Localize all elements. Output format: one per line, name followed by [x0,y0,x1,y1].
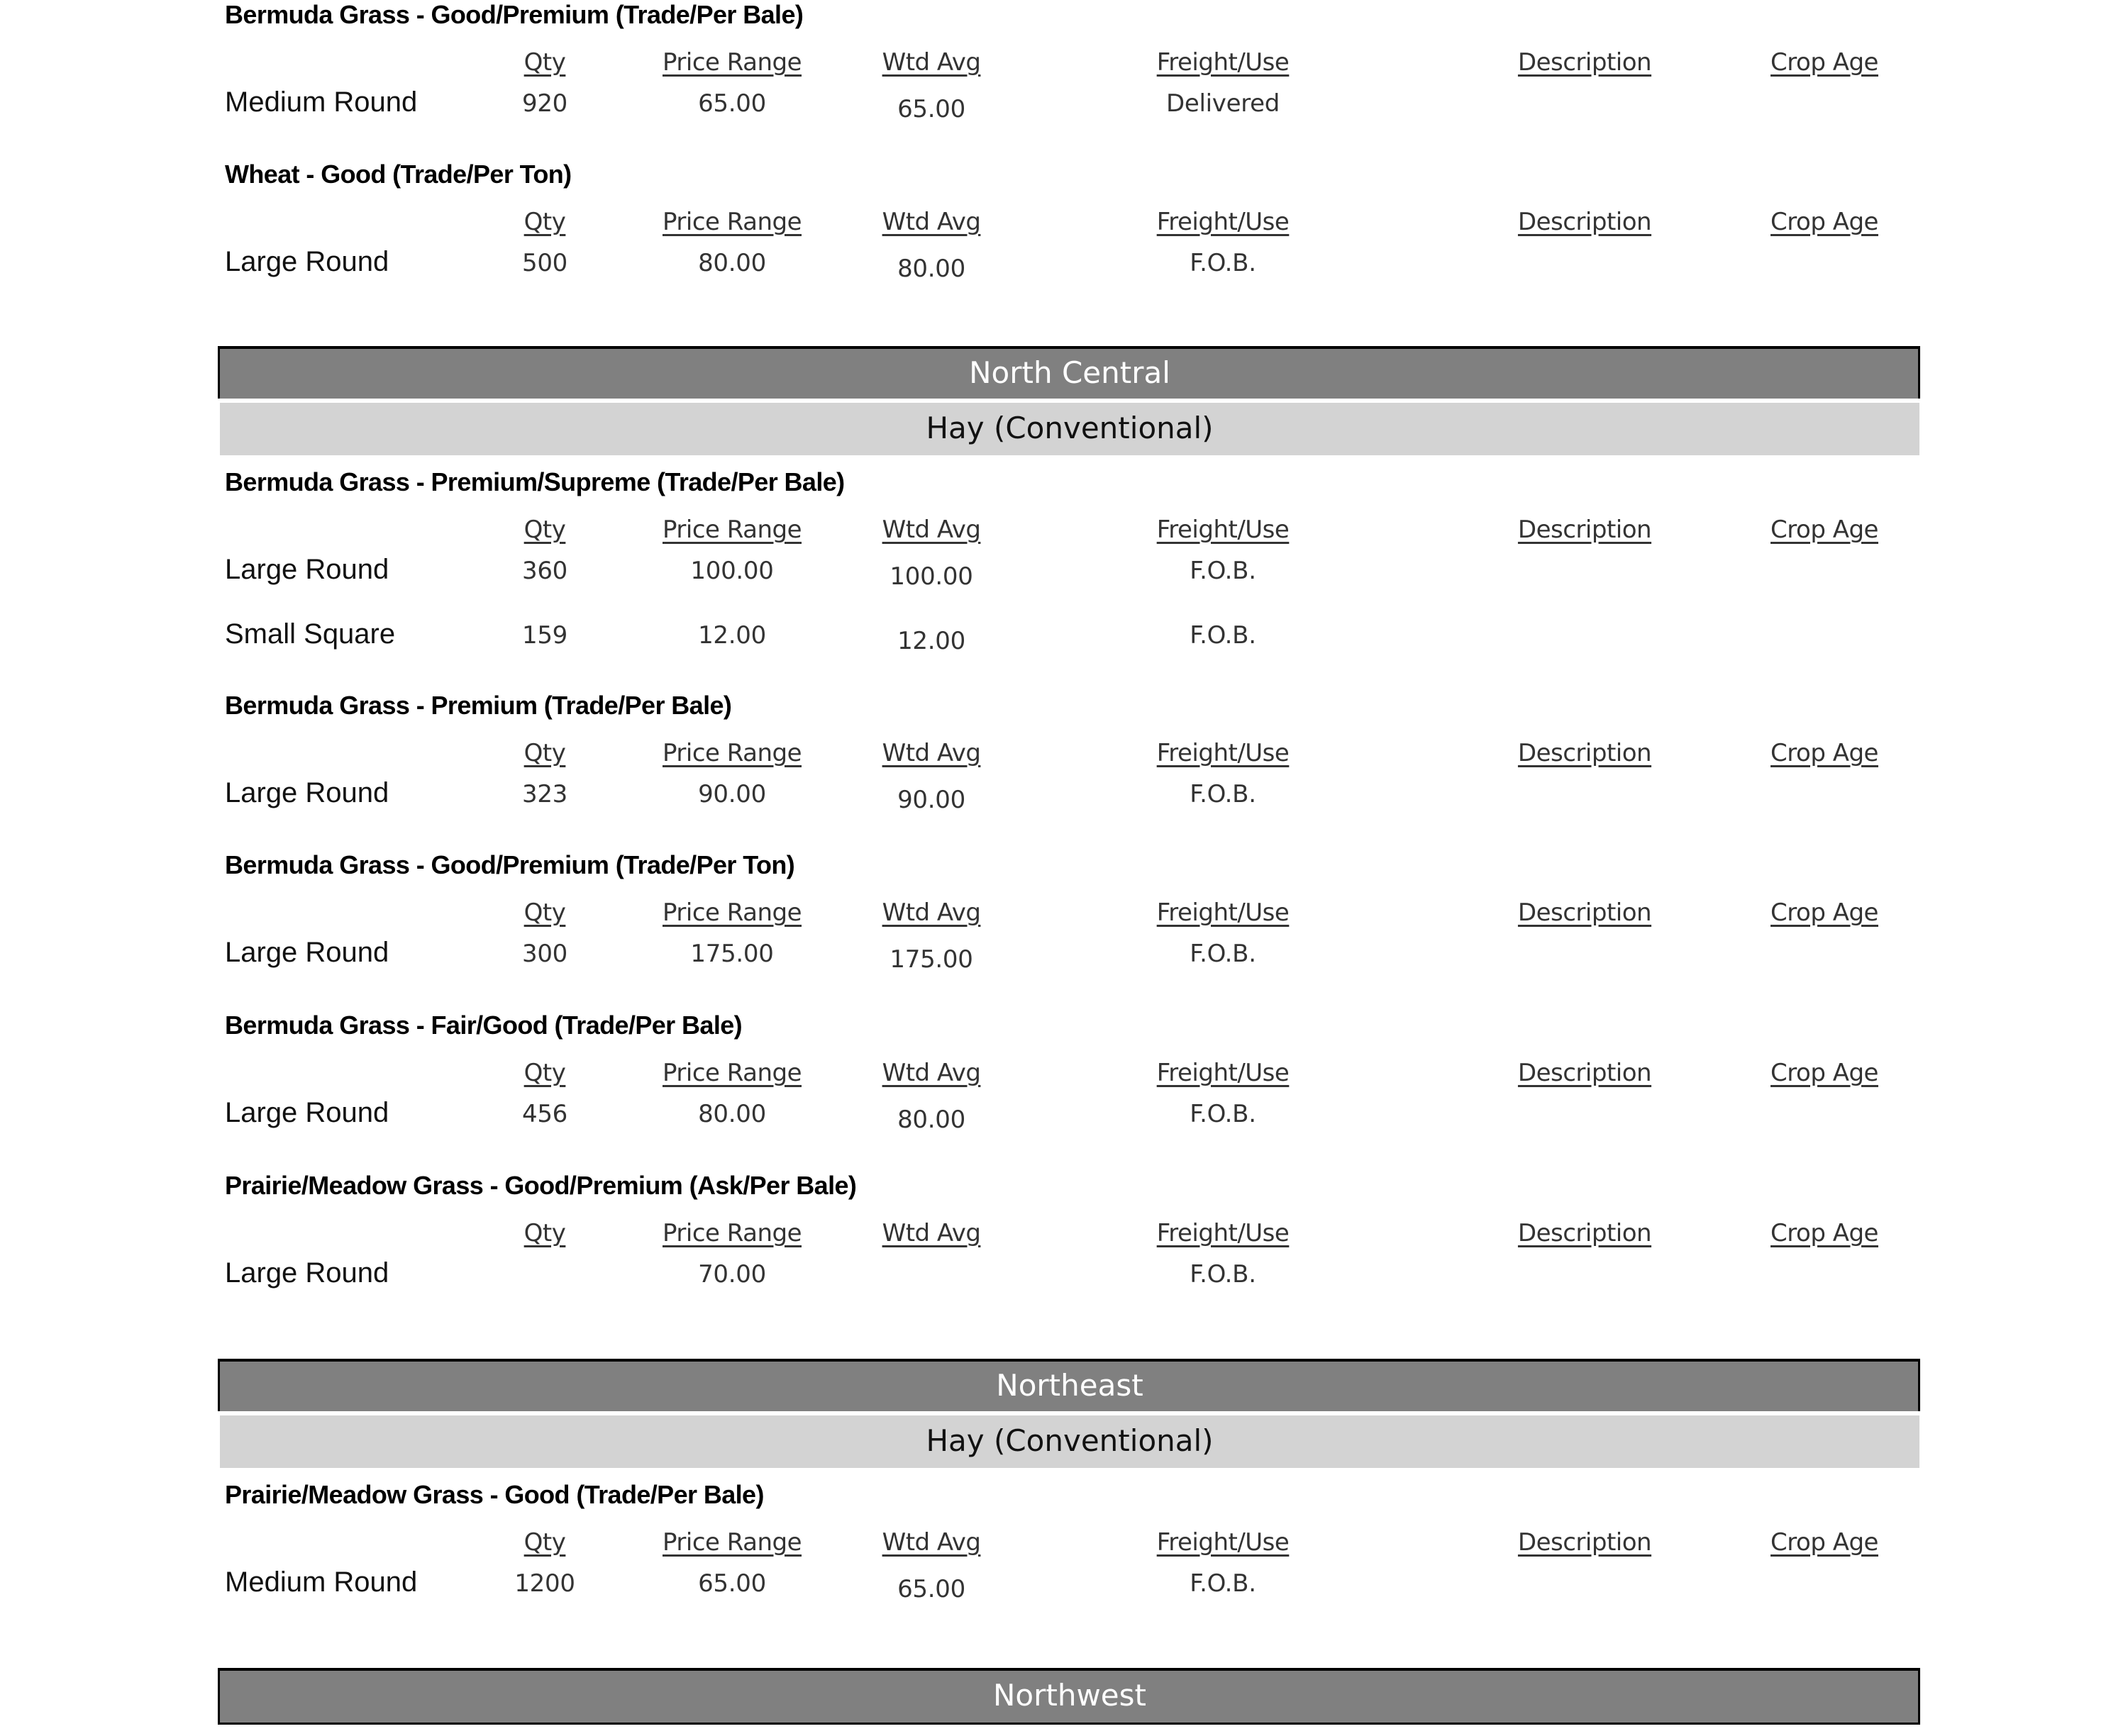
cell-price-range: 65.00 [698,89,766,118]
cell-qty: 456 [522,1100,567,1128]
category-title: Hay (Conventional) [926,1423,1214,1458]
section-heading: Bermuda Grass - Good/Premium (Trade/Per Ton) [225,850,795,879]
col-header-price-range: Price Range [662,1059,802,1087]
col-header-description: Description [1517,48,1652,77]
col-header-wtd-avg: Wtd Avg [882,1219,981,1247]
col-header-freight-use: Freight/Use [1156,1219,1290,1247]
row-label: Small Square [225,618,396,650]
col-header-crop-age: Crop Age [1770,516,1878,544]
cell-qty: 920 [522,89,567,118]
cell-price-range: 70.00 [698,1260,766,1289]
col-header-freight-use: Freight/Use [1156,739,1290,767]
col-header-qty: Qty [523,208,566,236]
col-header-wtd-avg: Wtd Avg [882,516,981,544]
row-label: Medium Round [225,87,418,118]
cell-wtd-avg: 65.00 [897,95,965,123]
col-header-wtd-avg: Wtd Avg [882,898,981,927]
cell-qty: 159 [522,621,567,650]
section-heading: Prairie/Meadow Grass - Good/Premium (Ask/Per Bale) [225,1171,857,1200]
cell-price-range: 80.00 [698,1100,766,1128]
col-header-description: Description [1517,1528,1652,1557]
col-header-price-range: Price Range [662,739,802,767]
row-label: Large Round [225,1097,389,1128]
cell-wtd-avg: 175.00 [890,945,973,974]
col-header-price-range: Price Range [662,1528,802,1557]
cell-price-range: 65.00 [698,1569,766,1598]
section-heading: Bermuda Grass - Good/Premium (Trade/Per Bale) [225,0,804,29]
cell-freight-use: F.O.B. [1190,780,1256,808]
cell-price-range: 80.00 [698,249,766,277]
col-header-price-range: Price Range [662,516,802,544]
col-header-description: Description [1517,739,1652,767]
cell-freight-use: F.O.B. [1190,1260,1256,1289]
col-header-freight-use: Freight/Use [1156,208,1290,236]
col-header-crop-age: Crop Age [1770,1219,1878,1247]
cell-wtd-avg: 90.00 [897,786,965,814]
col-header-qty: Qty [523,1528,566,1557]
col-header-wtd-avg: Wtd Avg [882,48,981,77]
col-header-crop-age: Crop Age [1770,48,1878,77]
col-header-price-range: Price Range [662,898,802,927]
col-header-crop-age: Crop Age [1770,898,1878,927]
cell-qty: 300 [522,940,567,968]
category-title: Hay (Conventional) [926,411,1214,445]
cell-price-range: 90.00 [698,780,766,808]
region-title: North Central [969,355,1170,390]
section-heading: Wheat - Good (Trade/Per Ton) [225,160,572,189]
row-label: Large Round [225,777,389,808]
col-header-price-range: Price Range [662,48,802,77]
col-header-qty: Qty [523,1219,566,1247]
section-heading: Prairie/Meadow Grass - Good (Trade/Per Bale) [225,1480,764,1509]
row-label: Large Round [225,937,389,968]
col-header-qty: Qty [523,48,566,77]
cell-price-range: 12.00 [698,621,766,650]
cell-freight-use: F.O.B. [1190,1100,1256,1128]
cell-qty: 323 [522,780,567,808]
cell-wtd-avg: 65.00 [897,1575,965,1603]
cell-qty: 500 [522,249,567,277]
col-header-freight-use: Freight/Use [1156,898,1290,927]
col-header-crop-age: Crop Age [1770,1059,1878,1087]
col-header-description: Description [1517,898,1652,927]
row-label: Large Round [225,554,389,585]
col-header-qty: Qty [523,516,566,544]
section-heading: Bermuda Grass - Fair/Good (Trade/Per Bale) [225,1011,743,1040]
col-header-freight-use: Freight/Use [1156,516,1290,544]
col-header-price-range: Price Range [662,208,802,236]
col-header-description: Description [1517,516,1652,544]
col-header-crop-age: Crop Age [1770,208,1878,236]
cell-freight-use: F.O.B. [1190,557,1256,585]
cell-price-range: 175.00 [690,940,774,968]
cell-freight-use: F.O.B. [1190,1569,1256,1598]
cell-wtd-avg: 80.00 [897,255,965,283]
col-header-qty: Qty [523,1059,566,1087]
col-header-freight-use: Freight/Use [1156,1059,1290,1087]
col-header-description: Description [1517,208,1652,236]
cell-qty: 360 [522,557,567,585]
col-header-wtd-avg: Wtd Avg [882,1528,981,1557]
cell-price-range: 100.00 [690,557,774,585]
row-label: Large Round [225,246,389,277]
cell-wtd-avg: 80.00 [897,1106,965,1134]
cell-wtd-avg: 12.00 [897,627,965,655]
cell-freight-use: F.O.B. [1190,940,1256,968]
section-heading: Bermuda Grass - Premium/Supreme (Trade/Per Bale) [225,467,845,496]
section-heading: Bermuda Grass - Premium (Trade/Per Bale) [225,691,732,720]
col-header-wtd-avg: Wtd Avg [882,208,981,236]
region-title: Northwest [992,1678,1147,1713]
region-title: Northeast [996,1368,1143,1403]
col-header-price-range: Price Range [662,1219,802,1247]
col-header-crop-age: Crop Age [1770,739,1878,767]
col-header-freight-use: Freight/Use [1156,1528,1290,1557]
col-header-description: Description [1517,1219,1652,1247]
row-label: Medium Round [225,1567,418,1598]
col-header-qty: Qty [523,898,566,927]
row-label: Large Round [225,1257,389,1289]
col-header-wtd-avg: Wtd Avg [882,739,981,767]
cell-wtd-avg: 100.00 [890,562,973,591]
col-header-qty: Qty [523,739,566,767]
col-header-wtd-avg: Wtd Avg [882,1059,981,1087]
cell-freight-use: F.O.B. [1190,621,1256,650]
cell-qty: 1200 [514,1569,575,1598]
col-header-description: Description [1517,1059,1652,1087]
cell-freight-use: F.O.B. [1190,249,1256,277]
col-header-freight-use: Freight/Use [1156,48,1290,77]
col-header-crop-age: Crop Age [1770,1528,1878,1557]
cell-freight-use: Delivered [1165,89,1280,118]
